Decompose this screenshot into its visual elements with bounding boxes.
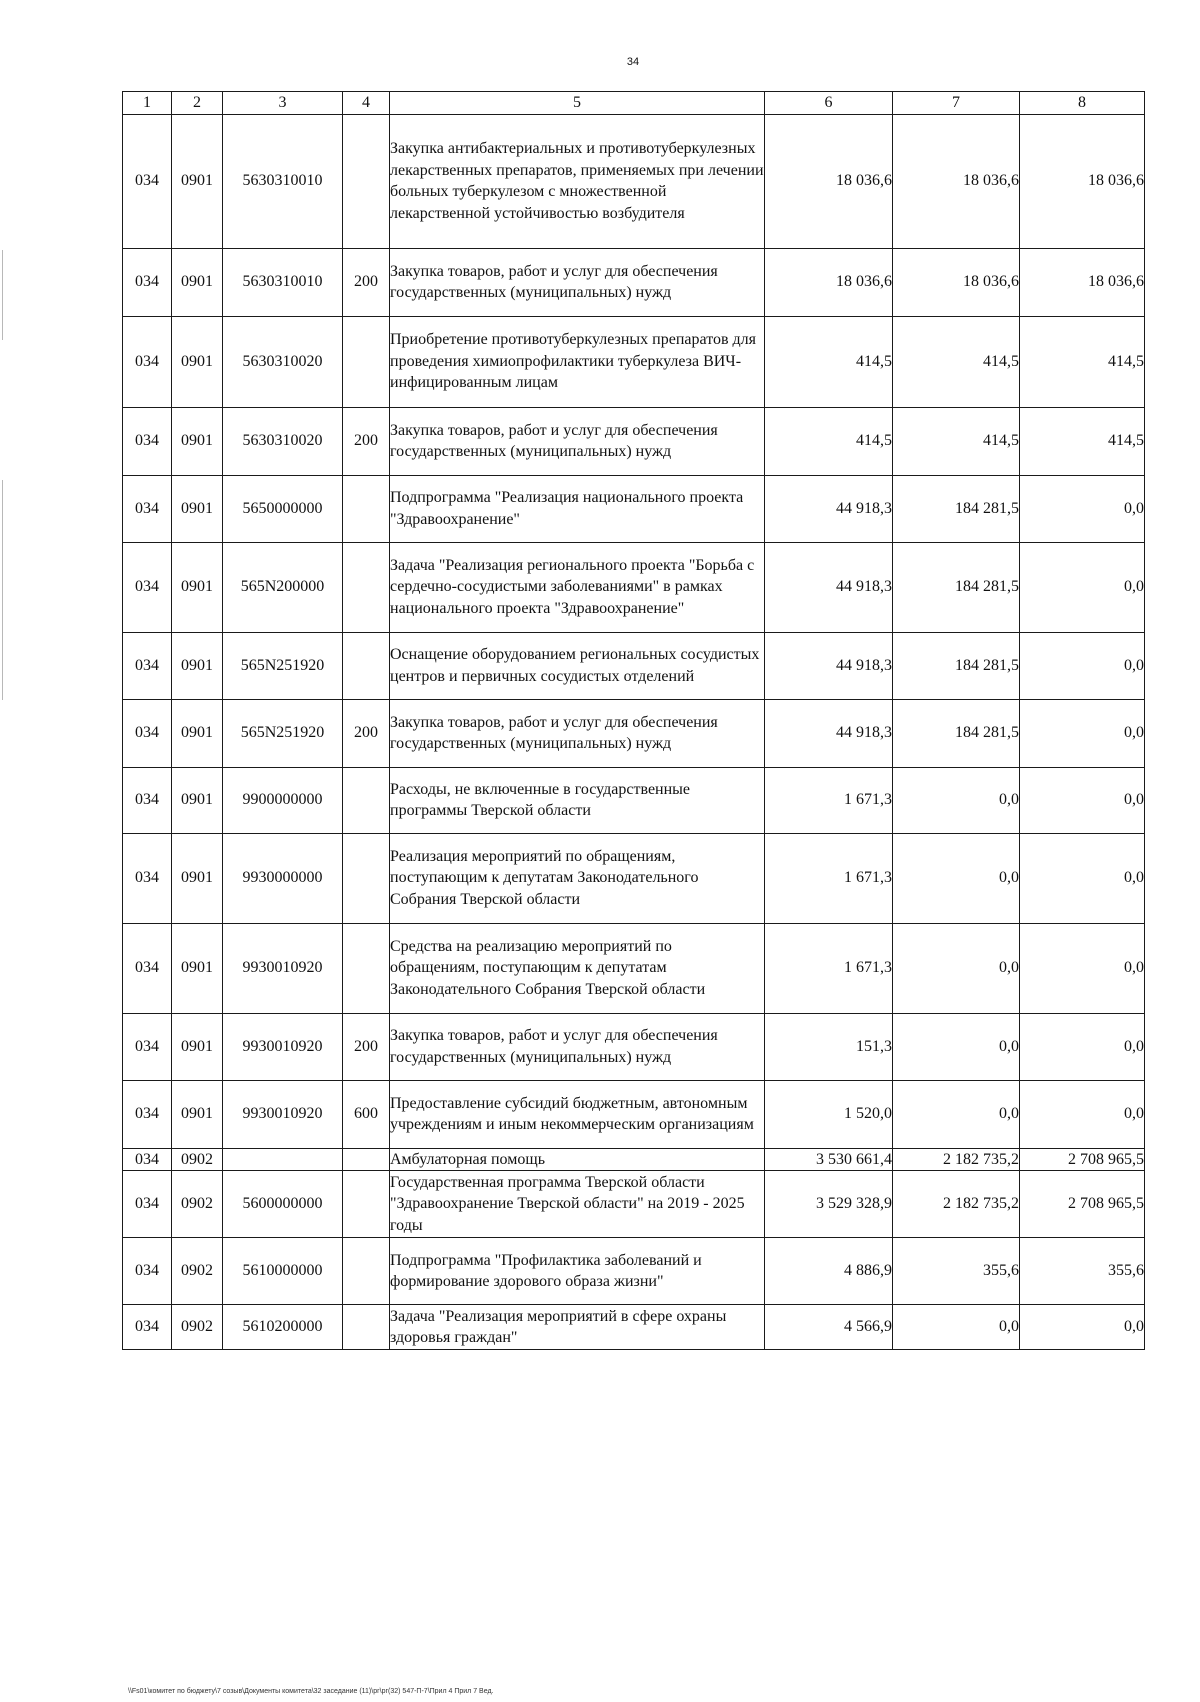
amount-year2-cell: 414,5 — [893, 407, 1020, 475]
amount-year2-cell: 0,0 — [893, 923, 1020, 1013]
section-code-cell: 0901 — [172, 407, 223, 475]
amount-year2-cell: 414,5 — [893, 316, 1020, 407]
amount-year3-cell: 0,0 — [1020, 833, 1145, 923]
amount-year3-cell: 0,0 — [1020, 542, 1145, 632]
amount-year3-cell: 414,5 — [1020, 316, 1145, 407]
target-article-cell: 5610200000 — [223, 1305, 343, 1350]
amount-year1-cell: 44 918,3 — [765, 475, 893, 542]
table-row — [123, 767, 1145, 833]
target-article-cell: 5630310010 — [223, 114, 343, 248]
target-article-cell: 5630310010 — [223, 248, 343, 316]
description-cell: Оснащение оборудованием региональных сосудистых центров и первичных сосудистых отделений — [390, 632, 765, 699]
description-cell: Средства на реализацию мероприятий по обращениям, поступающим к депутатам Законодательного Собрания Тверской области — [390, 923, 765, 1013]
expense-type-cell — [343, 114, 390, 248]
expense-type-cell — [343, 542, 390, 632]
target-article-cell — [223, 1148, 343, 1171]
section-code-cell: 0901 — [172, 542, 223, 632]
amount-year1-cell: 414,5 — [765, 316, 893, 407]
section-code-cell: 0902 — [172, 1238, 223, 1305]
amount-year1-cell: 44 918,3 — [765, 632, 893, 699]
description-cell: Закупка товаров, работ и услуг для обеспечения государственных (муниципальных) нужд — [390, 407, 765, 475]
table-row — [123, 699, 1145, 767]
amount-year1-cell: 1 671,3 — [765, 833, 893, 923]
amount-year3-cell: 18 036,6 — [1020, 114, 1145, 248]
column-header: 3 — [223, 92, 343, 115]
description-cell: Расходы, не включенные в государственные программы Тверской области — [390, 767, 765, 833]
table-row — [123, 407, 1145, 475]
table-row — [123, 1148, 1145, 1171]
page-number: 34 — [626, 56, 640, 68]
target-article-cell: 565N251920 — [223, 699, 343, 767]
amount-year2-cell: 184 281,5 — [893, 542, 1020, 632]
ministry-code-cell: 034 — [123, 767, 172, 833]
table-body — [123, 114, 1145, 1350]
description-cell: Приобретение противотуберкулезных препаратов для проведения химиопрофилактики туберкулеза ВИЧ-инфицированным лицам — [390, 316, 765, 407]
amount-year2-cell: 0,0 — [893, 1305, 1020, 1350]
amount-year2-cell: 18 036,6 — [893, 248, 1020, 316]
table-row — [123, 833, 1145, 923]
target-article-cell: 565N251920 — [223, 632, 343, 699]
section-code-cell: 0901 — [172, 699, 223, 767]
table-row — [123, 475, 1145, 542]
table-row — [123, 316, 1145, 407]
table-row — [123, 923, 1145, 1013]
scan-margin-line — [2, 480, 3, 700]
ministry-code-cell: 034 — [123, 1238, 172, 1305]
file-path-footer: \\Fs01\комитет по бюджету\7 созыв\Документы комитета\32 заседание (11)\рг\рг(32) 547-П-7\Прил 4 Прил 7 Вед. — [128, 1688, 494, 1695]
ministry-code-cell: 034 — [123, 923, 172, 1013]
amount-year1-cell: 1 520,0 — [765, 1080, 893, 1148]
description-cell: Амбулаторная помощь — [390, 1148, 765, 1171]
amount-year2-cell: 355,6 — [893, 1238, 1020, 1305]
amount-year3-cell: 2 708 965,5 — [1020, 1171, 1145, 1238]
column-header: 6 — [765, 92, 893, 115]
amount-year2-cell: 0,0 — [893, 767, 1020, 833]
ministry-code-cell: 034 — [123, 1148, 172, 1171]
table-row — [123, 114, 1145, 248]
expense-type-cell: 200 — [343, 699, 390, 767]
expense-type-cell — [343, 475, 390, 542]
amount-year2-cell: 184 281,5 — [893, 475, 1020, 542]
ministry-code-cell: 034 — [123, 632, 172, 699]
amount-year1-cell: 151,3 — [765, 1013, 893, 1080]
description-cell: Государственная программа Тверской области "Здравоохранение Тверской области" на 2019 - 2025 годы — [390, 1171, 765, 1238]
amount-year1-cell: 18 036,6 — [765, 114, 893, 248]
description-cell: Закупка товаров, работ и услуг для обеспечения государственных (муниципальных) нужд — [390, 248, 765, 316]
section-code-cell: 0901 — [172, 923, 223, 1013]
ministry-code-cell: 034 — [123, 542, 172, 632]
expense-type-cell — [343, 1305, 390, 1350]
description-cell: Закупка антибактериальных и противотуберкулезных лекарственных препаратов, применяемых при лечении больных туберкулезом с множественной лекарственной устойчивостью возбудителя — [390, 114, 765, 248]
description-cell: Предоставление субсидий бюджетным, автономным учреждениям и иным некоммерческим организациям — [390, 1080, 765, 1148]
ministry-code-cell: 034 — [123, 407, 172, 475]
expense-type-cell — [343, 1148, 390, 1171]
target-article-cell: 5650000000 — [223, 475, 343, 542]
table-row — [123, 1238, 1145, 1305]
description-cell: Задача "Реализация мероприятий в сфере охраны здоровья граждан" — [390, 1305, 765, 1350]
table-row — [123, 1080, 1145, 1148]
amount-year2-cell: 2 182 735,2 — [893, 1148, 1020, 1171]
amount-year2-cell: 0,0 — [893, 1080, 1020, 1148]
table-row — [123, 1305, 1145, 1350]
amount-year3-cell: 414,5 — [1020, 407, 1145, 475]
amount-year2-cell: 18 036,6 — [893, 114, 1020, 248]
section-code-cell: 0902 — [172, 1305, 223, 1350]
target-article-cell: 5630310020 — [223, 316, 343, 407]
column-header: 5 — [390, 92, 765, 115]
description-cell: Подпрограмма "Профилактика заболеваний и формирование здорового образа жизни" — [390, 1238, 765, 1305]
expense-type-cell — [343, 316, 390, 407]
section-code-cell: 0901 — [172, 248, 223, 316]
amount-year3-cell: 0,0 — [1020, 475, 1145, 542]
description-cell: Реализация мероприятий по обращениям, поступающим к депутатам Законодательного Собрания Тверской области — [390, 833, 765, 923]
table-row — [123, 1171, 1145, 1238]
amount-year1-cell: 1 671,3 — [765, 923, 893, 1013]
ministry-code-cell: 034 — [123, 1305, 172, 1350]
target-article-cell: 565N200000 — [223, 542, 343, 632]
amount-year3-cell: 0,0 — [1020, 1013, 1145, 1080]
target-article-cell: 9930010920 — [223, 923, 343, 1013]
ministry-code-cell: 034 — [123, 1171, 172, 1238]
amount-year3-cell: 0,0 — [1020, 699, 1145, 767]
amount-year3-cell: 0,0 — [1020, 1080, 1145, 1148]
ministry-code-cell: 034 — [123, 114, 172, 248]
table-row — [123, 248, 1145, 316]
amount-year1-cell: 44 918,3 — [765, 542, 893, 632]
amount-year3-cell: 355,6 — [1020, 1238, 1145, 1305]
budget-table — [122, 91, 1145, 1350]
expense-type-cell — [343, 632, 390, 699]
target-article-cell: 5600000000 — [223, 1171, 343, 1238]
amount-year3-cell: 2 708 965,5 — [1020, 1148, 1145, 1171]
expense-type-cell — [343, 923, 390, 1013]
target-article-cell: 9900000000 — [223, 767, 343, 833]
amount-year1-cell: 4 886,9 — [765, 1238, 893, 1305]
column-header: 7 — [893, 92, 1020, 115]
amount-year3-cell: 0,0 — [1020, 1305, 1145, 1350]
ministry-code-cell: 034 — [123, 316, 172, 407]
amount-year1-cell: 4 566,9 — [765, 1305, 893, 1350]
amount-year3-cell: 0,0 — [1020, 767, 1145, 833]
target-article-cell: 5610000000 — [223, 1238, 343, 1305]
target-article-cell: 9930010920 — [223, 1080, 343, 1148]
amount-year2-cell: 2 182 735,2 — [893, 1171, 1020, 1238]
description-cell: Задача "Реализация регионального проекта "Борьба с сердечно-сосудистыми заболеваниями" в рамках национального проекта "Здравоохранение" — [390, 542, 765, 632]
expense-type-cell: 600 — [343, 1080, 390, 1148]
ministry-code-cell: 034 — [123, 833, 172, 923]
expense-type-cell: 200 — [343, 407, 390, 475]
target-article-cell: 9930010920 — [223, 1013, 343, 1080]
expense-type-cell: 200 — [343, 1013, 390, 1080]
section-code-cell: 0901 — [172, 1080, 223, 1148]
amount-year1-cell: 44 918,3 — [765, 699, 893, 767]
table-row — [123, 632, 1145, 699]
ministry-code-cell: 034 — [123, 248, 172, 316]
section-code-cell: 0902 — [172, 1171, 223, 1238]
section-code-cell: 0901 — [172, 833, 223, 923]
expense-type-cell — [343, 1171, 390, 1238]
table-row — [123, 1013, 1145, 1080]
table-row — [123, 542, 1145, 632]
ministry-code-cell: 034 — [123, 475, 172, 542]
description-cell: Закупка товаров, работ и услуг для обеспечения государственных (муниципальных) нужд — [390, 699, 765, 767]
expense-type-cell — [343, 767, 390, 833]
section-code-cell: 0901 — [172, 114, 223, 248]
ministry-code-cell: 034 — [123, 1013, 172, 1080]
amount-year2-cell: 184 281,5 — [893, 699, 1020, 767]
amount-year1-cell: 3 530 661,4 — [765, 1148, 893, 1171]
ministry-code-cell: 034 — [123, 1080, 172, 1148]
column-header: 2 — [172, 92, 223, 115]
column-header: 1 — [123, 92, 172, 115]
column-header: 8 — [1020, 92, 1145, 115]
amount-year2-cell: 184 281,5 — [893, 632, 1020, 699]
expense-type-cell — [343, 833, 390, 923]
amount-year2-cell: 0,0 — [893, 833, 1020, 923]
expense-type-cell: 200 — [343, 248, 390, 316]
section-code-cell: 0901 — [172, 767, 223, 833]
section-code-cell: 0901 — [172, 632, 223, 699]
target-article-cell: 5630310020 — [223, 407, 343, 475]
section-code-cell: 0901 — [172, 1013, 223, 1080]
column-number-header-row — [123, 92, 1145, 115]
column-header: 4 — [343, 92, 390, 115]
amount-year3-cell: 0,0 — [1020, 923, 1145, 1013]
scan-margin-line — [2, 250, 3, 340]
section-code-cell: 0901 — [172, 316, 223, 407]
amount-year3-cell: 18 036,6 — [1020, 248, 1145, 316]
section-code-cell: 0901 — [172, 475, 223, 542]
amount-year1-cell: 18 036,6 — [765, 248, 893, 316]
amount-year1-cell: 414,5 — [765, 407, 893, 475]
expense-type-cell — [343, 1238, 390, 1305]
amount-year1-cell: 1 671,3 — [765, 767, 893, 833]
amount-year1-cell: 3 529 328,9 — [765, 1171, 893, 1238]
target-article-cell: 9930000000 — [223, 833, 343, 923]
amount-year2-cell: 0,0 — [893, 1013, 1020, 1080]
ministry-code-cell: 034 — [123, 699, 172, 767]
section-code-cell: 0902 — [172, 1148, 223, 1171]
amount-year3-cell: 0,0 — [1020, 632, 1145, 699]
description-cell: Подпрограмма "Реализация национального проекта "Здравоохранение" — [390, 475, 765, 542]
description-cell: Закупка товаров, работ и услуг для обеспечения государственных (муниципальных) нужд — [390, 1013, 765, 1080]
